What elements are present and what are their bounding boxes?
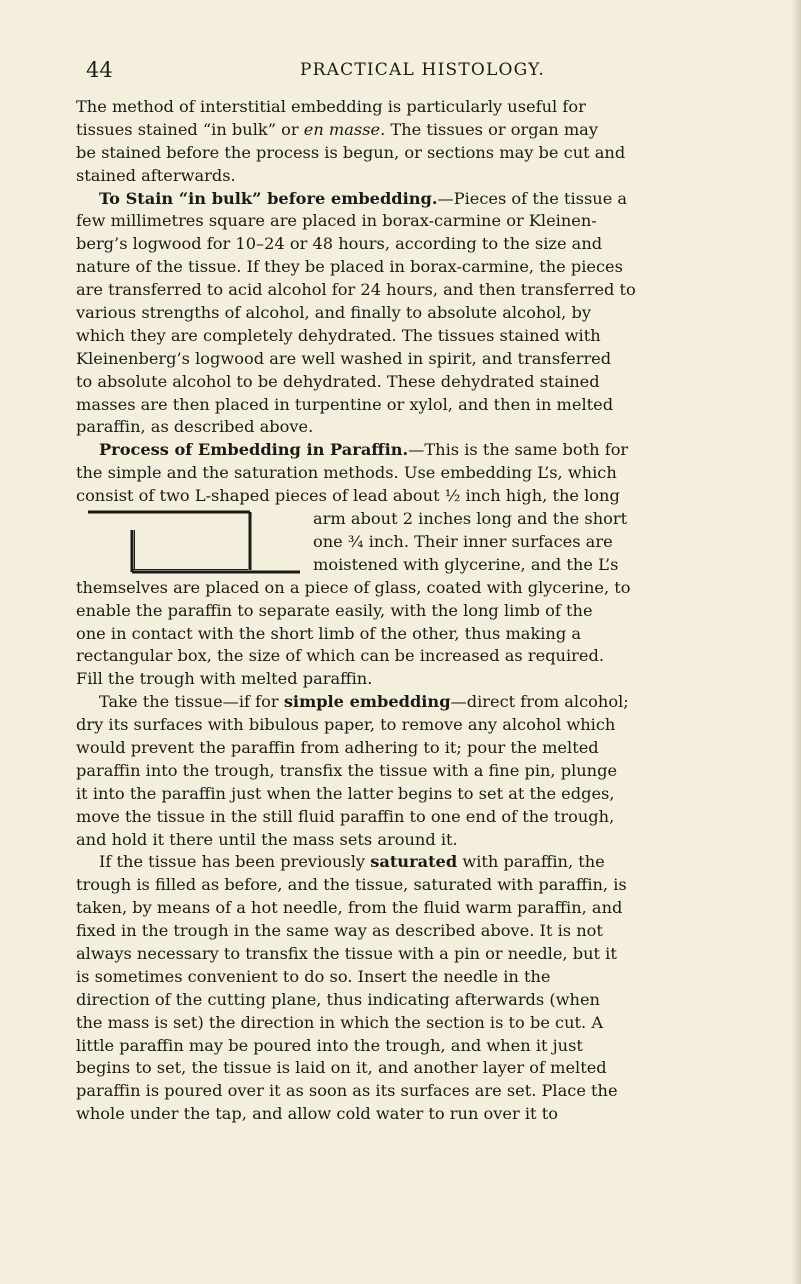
text-run: various strengths of alcohol, and finally to absolute alcohol, by [76,303,591,323]
page-edge-shadow [791,0,801,1284]
text-run: begins to set, the tissue is laid on it, and another layer of melted [76,1058,607,1078]
body-text [76,96,764,1126]
text-line [76,416,764,439]
text-line [76,760,764,783]
text-run: arm about 2 inches long and the short [313,509,628,529]
text-line [313,508,764,531]
text-run: paraffin is poured over it as soon as its surfaces are set. Place the [76,1081,618,1101]
text-line [313,554,764,577]
text-line [76,897,764,920]
bold-heading-text: saturated [370,852,458,872]
text-run: it into the paraffin just when the latter begins to set at the edges, [76,783,615,803]
text-run: dry its surfaces with bibulous paper, to remove any alcohol which [76,715,616,735]
text-run: little paraffin may be poured into the trough, and when it just [76,1035,583,1055]
text-run: and hold it there until the mass sets around it. [76,829,458,849]
text-run: whole under the tap, and allow cold water to run over it to [76,1104,558,1124]
text-run: moistened with glycerine, and the L’s [313,554,619,574]
text-line [76,691,764,714]
text-run: nature of the tissue. If they be placed in borax-carmine, the pieces [76,257,623,277]
bold-heading-text: To Stain “in bulk” before embedding. [99,188,438,208]
text-run: . The tissues or organ may [380,119,598,139]
text-line [76,714,764,737]
running-head: PRACTICAL HISTOLOGY. [300,60,545,80]
text-line [76,1103,764,1126]
text-run: —Pieces of the tissue a [437,188,628,208]
text-line [76,188,764,211]
text-line [76,943,764,966]
text-line [76,645,764,668]
text-run: Kleinenberg’s logwood are well washed in spirit, and transferred [76,348,612,368]
text-run: The method of interstitial embedding is particularly useful for [76,97,586,116]
text-line [76,279,764,302]
text-line [76,874,764,897]
text-line [76,462,764,485]
text-line [76,1080,764,1103]
text-line [76,668,764,691]
text-line [76,966,764,989]
text-line [76,165,764,188]
text-run: move the tissue in the still fluid paraffin to one end of the trough, [76,806,615,826]
text-run: enable the paraffin to separate easily, with the long limb of the [76,600,593,620]
text-run: —This is the same both for [408,440,629,460]
figure-row [76,508,764,577]
text-run: to absolute alcohol to be dehydrated. These dehydrated stained [76,371,600,391]
text-line [76,623,764,646]
text-line [76,485,764,508]
text-run: few millimetres square are placed in borax-carmine or Kleinen- [76,211,597,231]
text-run: one in contact with the short limb of the other, thus making a [76,623,582,643]
text-run: the mass is set) the direction in which the section is to be cut. A [76,1012,604,1032]
text-line [76,920,764,943]
text-line [76,302,764,325]
text-run: fixed in the trough in the same way as described above. It is not [76,921,603,941]
text-run: paraffin, as described above. [76,417,314,437]
text-line [76,989,764,1012]
text-line [76,783,764,806]
bold-heading-text: simple embedding [283,692,451,712]
text-run: always necessary to transfix the tissue with a pin or needle, but it [76,943,617,963]
text-line [76,829,764,852]
text-run: with paraffin, the [457,852,605,872]
text-run: are transferred to acid alcohol for 24 hours, and then transferred to [76,280,636,300]
text-run: Fill the trough with melted paraffin. [76,669,373,689]
text-run: masses are then placed in turpentine or xylol, and then in melted [76,394,614,414]
text-run: rectangular box, the size of which can be increased as required. [76,646,604,666]
text-run: paraffin into the trough, transfix the tissue with a fine pin, plunge [76,760,618,780]
text-run: the simple and the saturation methods. Use embedding L’s, which [76,463,617,483]
text-run: tissues stained “in bulk” or [76,119,304,139]
text-line [76,806,764,829]
embedding-l-shapes-figure [82,508,306,577]
text-run: which they are completely dehydrated. The tissues stained with [76,325,601,345]
figure-side-text [313,508,764,577]
italic-text: en masse [303,119,381,139]
text-run: If the tissue has been previously [99,852,371,872]
text-line [76,439,764,462]
text-block-1 [76,96,764,508]
embedding-l-shapes-drawing [82,508,306,577]
text-line [313,531,764,554]
text-line [76,96,764,119]
text-line [76,210,764,233]
text-line [76,233,764,256]
text-run: berg’s logwood for 10–24 or 48 hours, according to the size and [76,234,603,254]
text-line [76,851,764,874]
text-line [76,1012,764,1035]
text-line [76,371,764,394]
text-run: Take the tissue—if for [99,692,284,712]
text-run: —direct from alcohol; [450,692,629,712]
bold-heading-text: Process of Embedding in Paraffin. [99,440,409,460]
text-line [76,348,764,371]
text-line [76,577,764,600]
text-run: taken, by means of a hot needle, from the fluid warm paraffin, and [76,898,623,918]
text-line [76,142,764,165]
text-run: be stained before the process is begun, or sections may be cut and [76,142,626,162]
text-run: stained afterwards. [76,165,236,185]
text-run: consist of two L-shaped pieces of lead about ½ inch high, the long [76,486,620,506]
text-line [76,256,764,279]
text-line [76,119,764,142]
text-run: trough is filled as before, and the tissue, saturated with paraffin, is [76,875,627,895]
text-line [76,1057,764,1080]
text-run: direction of the cutting plane, thus indicating afterwards (when [76,989,600,1009]
text-run: is sometimes convenient to do so. Insert the needle in the [76,966,551,986]
text-line [76,600,764,623]
text-line [76,737,764,760]
page-number: 44 [86,58,113,82]
text-run: would prevent the paraffin from adhering to it; pour the melted [76,737,599,757]
text-line [76,325,764,348]
text-line [76,1035,764,1058]
text-line [76,394,764,417]
text-run: one ¾ inch. Their inner surfaces are [313,531,613,551]
text-block-2 [76,577,764,1126]
page-header [0,52,801,82]
text-run: themselves are placed on a piece of glass, coated with glycerine, to [76,577,631,597]
